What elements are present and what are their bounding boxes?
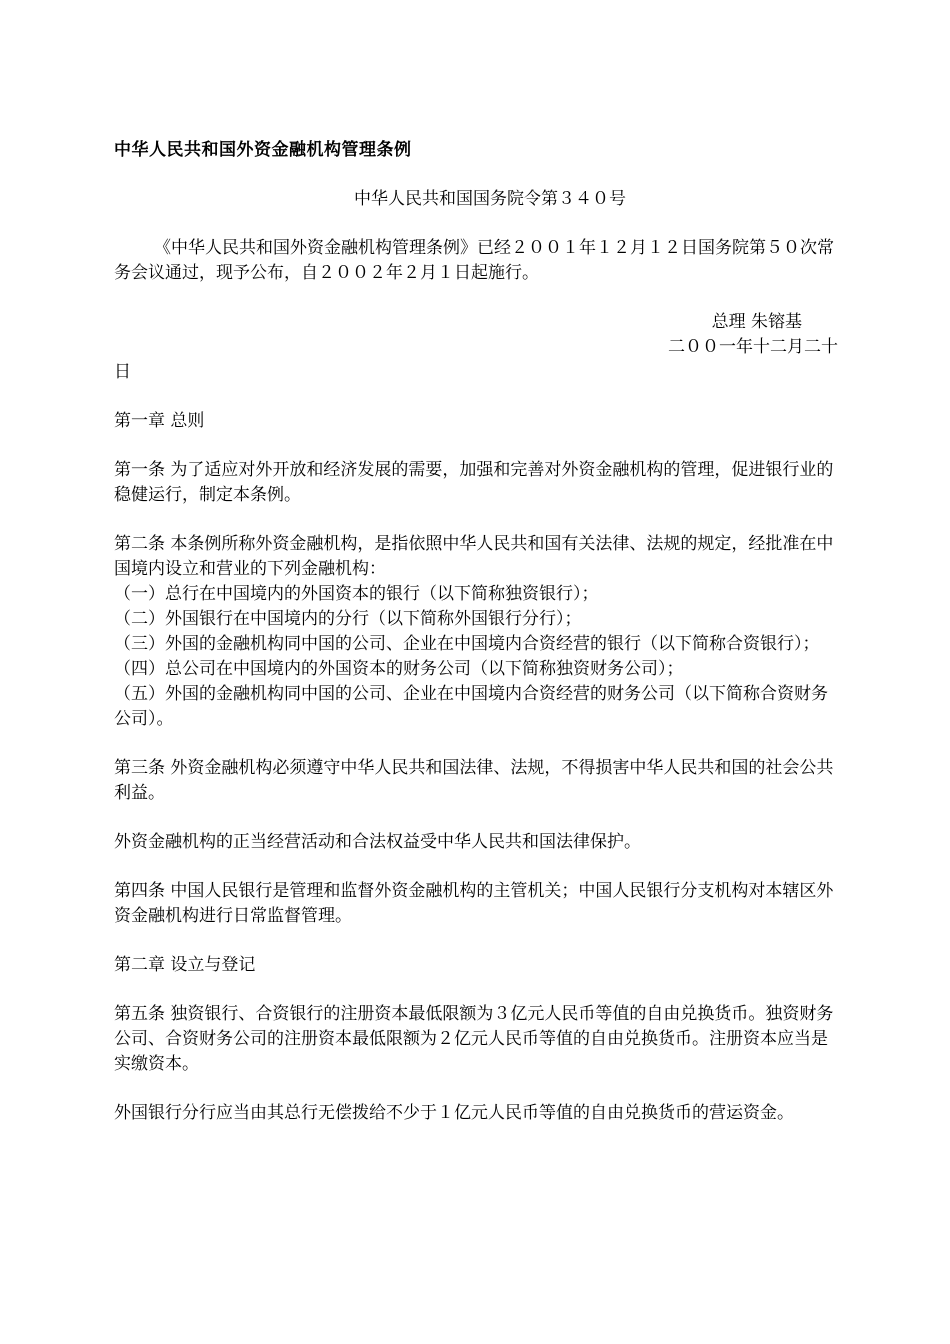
article-3-paragraph-2: 外资金融机构的正当经营活动和合法权益受中华人民共和国法律保护。: [114, 832, 641, 852]
chapter-heading-1: 第一章 总则: [114, 411, 205, 431]
signature-date-line1: 二００一年十二月二十: [668, 337, 838, 357]
signature-date: [114, 335, 838, 385]
promulgation-paragraph: 《中华人民共和国外资金融机构管理条例》已经２００１年１２月１２日国务院第５０次常务会议通过，现予公布，自２００２年２月１日起施行。: [114, 238, 834, 283]
signature-date-line2: 日: [114, 362, 131, 382]
article-1: 第一条 为了适应对外开放和经济发展的需要，加强和完善对外资金融机构的管理，促进银行业的稳健运行，制定本条例。: [114, 460, 834, 505]
article-2-item: （一）总行在中国境内的外国资本的银行（以下简称独资银行）；: [114, 584, 599, 604]
document-title: 中华人民共和国外资金融机构管理条例: [114, 140, 412, 160]
document-page: [114, 138, 838, 1150]
decree-number: 中华人民共和国国务院令第３４０号: [354, 189, 626, 209]
article-2-item: （四）总公司在中国境内的外国资本的财务公司（以下简称独资财务公司）；: [114, 659, 684, 679]
article-2: [114, 532, 838, 732]
article-2-lead: 第二条 本条例所称外资金融机构，是指依照中华人民共和国有关法律、法规的规定，经批准在中国境内设立和营业的下列金融机构：: [114, 534, 834, 579]
article-5-paragraph-2: 外国银行分行应当由其总行无偿拨给不少于１亿元人民币等值的自由兑换货币的营运资金。: [114, 1103, 794, 1123]
article-2-item: （二）外国银行在中国境内的分行（以下简称外国银行分行）；: [114, 609, 582, 629]
article-4: 第四条 中国人民银行是管理和监督外资金融机构的主管机关；中国人民银行分支机构对本辖区外资金融机构进行日常监督管理。: [114, 881, 834, 926]
signature-premier: 总理 朱镕基: [711, 312, 802, 332]
chapter-heading-2: 第二章 设立与登记: [114, 955, 256, 975]
article-2-item: （三）外国的金融机构同中国的公司、企业在中国境内合资经营的银行（以下简称合资银行）；: [114, 634, 820, 654]
article-3: 第三条 外资金融机构必须遵守中华人民共和国法律、法规，不得损害中华人民共和国的社会公共利益。: [114, 758, 834, 803]
article-2-item: （五）外国的金融机构同中国的公司、企业在中国境内合资经营的财务公司（以下简称合资财务公司）。: [114, 684, 828, 729]
article-5: 第五条 独资银行、合资银行的注册资本最低限额为３亿元人民币等值的自由兑换货币。独资财务公司、合资财务公司的注册资本最低限额为２亿元人民币等值的自由兑换货币。注册资本应当是实缴资本。: [114, 1004, 834, 1074]
